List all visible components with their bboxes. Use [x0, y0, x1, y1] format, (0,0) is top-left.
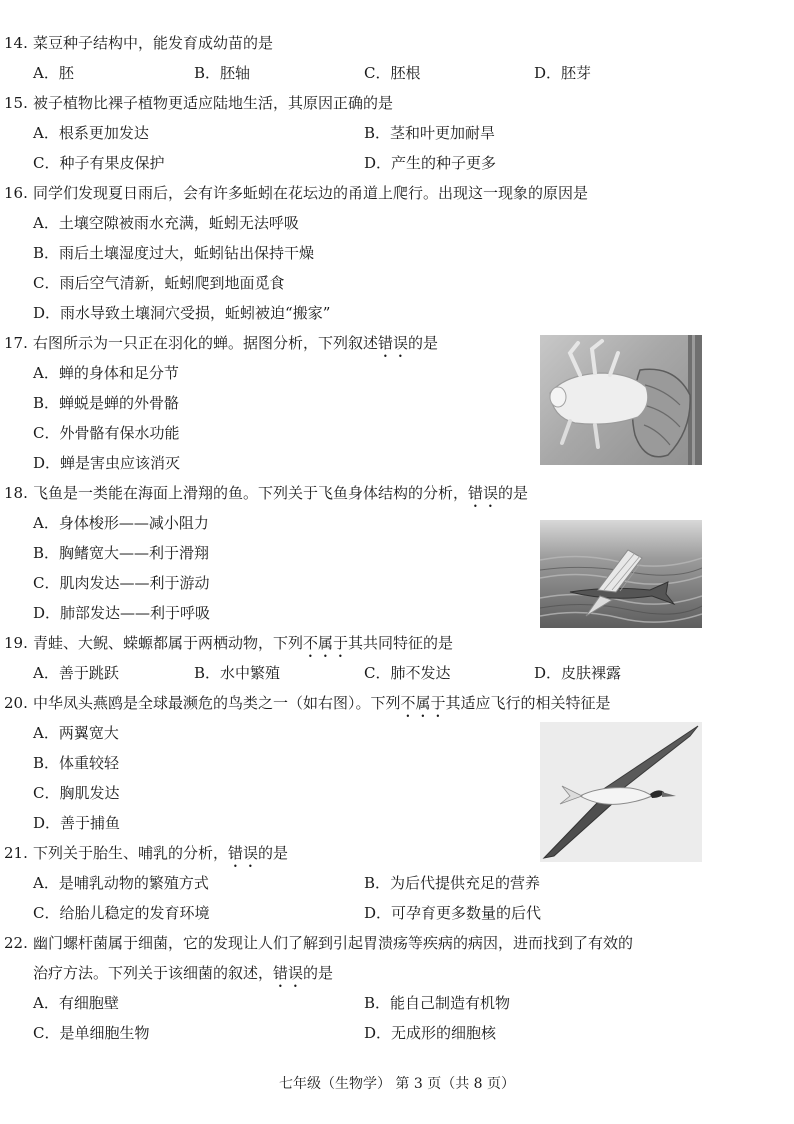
question-22-option-a: A．有细胞壁	[33, 994, 119, 1012]
question-14-option-d: D．胚芽	[534, 64, 592, 82]
question-14-option-c: C．胚根	[364, 64, 421, 82]
question-22-option-b: B．能自己制造有机物	[364, 994, 511, 1012]
question-16-option-a: A．土壤空隙被雨水充满，蚯蚓无法呼吸	[33, 214, 299, 232]
question-18-option-c: C．肌肉发达——利于游动	[33, 574, 210, 592]
question-22-stem: 幽门螺杆菌属于细菌，它的发现让人们了解到引起胃溃疡等疾病的病因，进而找到了有效的	[33, 934, 634, 952]
question-17-number: 17.	[4, 334, 28, 352]
question-18-number: 18.	[4, 484, 28, 502]
question-22-option-d: D．无成形的细胞核	[364, 1024, 497, 1042]
flying-fish-figure	[540, 520, 702, 628]
question-14-option-a: A．胚	[33, 64, 74, 82]
question-21-stem: 下列关于胎生、哺乳的分析，错误的是	[33, 844, 289, 862]
cicada-figure	[540, 335, 702, 465]
question-17-option-b: B．蝉蜕是蝉的外骨骼	[33, 394, 180, 412]
question-21-option-a: A．是哺乳动物的繁殖方式	[33, 874, 209, 892]
emphasis-mark: 错误	[468, 484, 499, 502]
question-16-option-c: C．雨后空气清新，蚯蚓爬到地面觅食	[33, 274, 285, 292]
question-18-option-a: A．身体梭形——减小阻力	[33, 514, 209, 532]
question-14-option-b: B．胚轴	[194, 64, 251, 82]
question-15-option-d: D．产生的种子更多	[364, 154, 497, 172]
question-16-stem: 同学们发现夏日雨后，会有许多蚯蚓在花坛边的甬道上爬行。出现这一现象的原因是	[33, 184, 589, 202]
question-19-stem: 青蛙、大鲵、蝾螈都属于两栖动物，下列不属于其共同特征的是	[33, 634, 454, 652]
question-19-option-a: A．善于跳跃	[33, 664, 119, 682]
question-20-option-d: D．善于捕鱼	[33, 814, 121, 832]
question-20-option-a: A．两翼宽大	[33, 724, 119, 742]
question-17-option-d: D．蝉是害虫应该消灭	[33, 454, 181, 472]
question-18-option-d: D．肺部发达——利于呼吸	[33, 604, 211, 622]
question-19-option-b: B．水中繁殖	[194, 664, 281, 682]
question-15-option-a: A．根系更加发达	[33, 124, 149, 142]
question-18-option-b: B．胸鳍宽大——利于滑翔	[33, 544, 210, 562]
page-footer: 七年级（生物学） 第 3 页（共 8 页）	[278, 1076, 516, 1092]
question-19-option-d: D．皮肤裸露	[534, 664, 622, 682]
question-16-number: 16.	[4, 184, 28, 202]
question-17-stem: 右图所示为一只正在羽化的蝉。据图分析，下列叙述错误的是	[33, 334, 439, 352]
emphasis-mark: 不属于	[303, 634, 349, 652]
question-21-number: 21.	[4, 844, 28, 862]
question-20-option-b: B．体重较轻	[33, 754, 120, 772]
question-19-option-c: C．肺不发达	[364, 664, 451, 682]
tern-figure	[540, 722, 702, 862]
emphasis-mark: 不属于	[400, 694, 446, 712]
question-16-option-b: B．雨后土壤湿度过大，蚯蚓钻出保持干燥	[33, 244, 315, 262]
emphasis-mark: 错误	[228, 844, 259, 862]
question-15-stem: 被子植物比裸子植物更适应陆地生活，其原因正确的是	[33, 94, 394, 112]
question-22-number: 22.	[4, 934, 28, 952]
question-18-stem: 飞鱼是一类能在海面上滑翔的鱼。下列关于飞鱼身体结构的分析，错误的是	[33, 484, 529, 502]
question-20-stem: 中华凤头燕鸥是全球最濒危的鸟类之一（如右图）。下列不属于其适应飞行的相关特征是	[33, 694, 611, 712]
question-15-option-c: C．种子有果皮保护	[33, 154, 165, 172]
question-15-option-b: B．茎和叶更加耐旱	[364, 124, 496, 142]
emphasis-mark: 错误	[273, 964, 304, 982]
question-14-number: 14.	[4, 34, 28, 52]
emphasis-mark: 错误	[378, 334, 409, 352]
question-21-option-c: C．给胎儿稳定的发育环境	[33, 904, 210, 922]
question-21-option-d: D．可孕育更多数量的后代	[364, 904, 542, 922]
question-17-option-c: C．外骨骼有保水功能	[33, 424, 180, 442]
question-19-number: 19.	[4, 634, 28, 652]
question-14-stem: 菜豆种子结构中，能发育成幼苗的是	[33, 34, 274, 52]
question-20-option-c: C．胸肌发达	[33, 784, 120, 802]
question-17-option-a: A．蝉的身体和足分节	[33, 364, 179, 382]
question-22-stem-continued: 治疗方法。下列关于该细菌的叙述，错误的是	[33, 964, 334, 982]
question-15-number: 15.	[4, 94, 28, 112]
question-21-option-b: B．为后代提供充足的营养	[364, 874, 541, 892]
question-20-number: 20.	[4, 694, 28, 712]
question-22-option-c: C．是单细胞生物	[33, 1024, 150, 1042]
question-16-option-d: D．雨水导致土壤洞穴受损，蚯蚓被迫“搬家”	[33, 304, 331, 322]
